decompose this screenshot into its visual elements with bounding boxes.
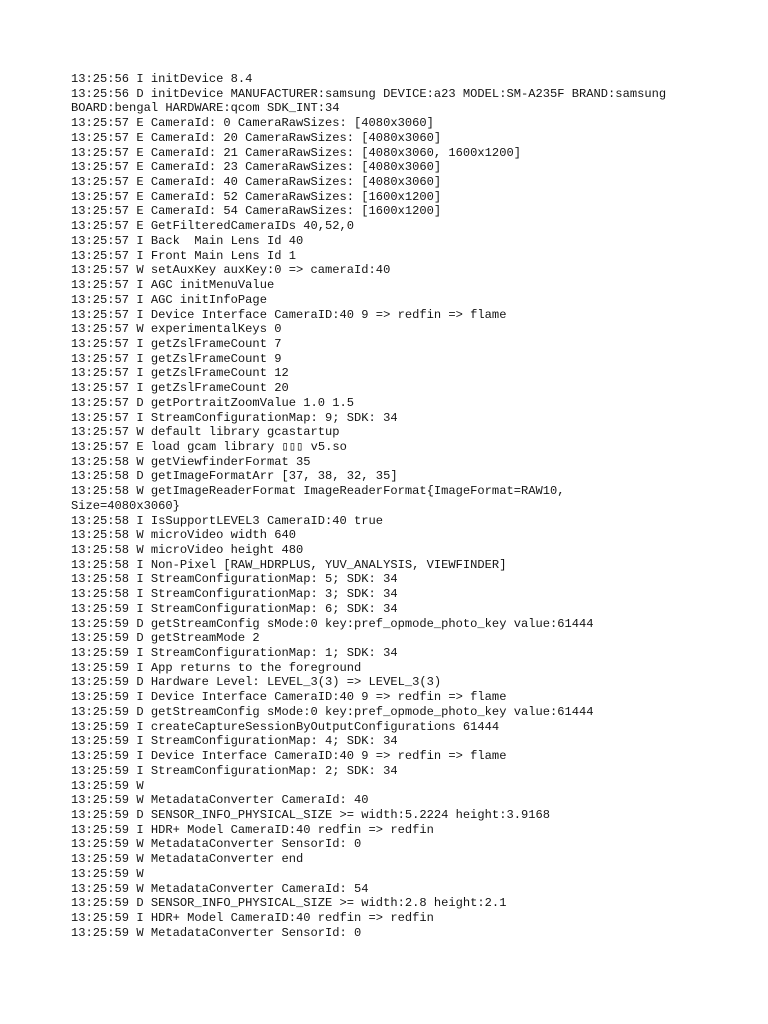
log-line: 13:25:59 W — [71, 778, 144, 793]
log-document — [71, 72, 751, 940]
log-line: 13:25:58 W microVideo width 640 — [71, 528, 296, 543]
log-line: 13:25:59 I StreamConfigurationMap: 1; SDK: 34 — [71, 646, 398, 661]
log-line: 13:25:59 W — [71, 866, 144, 881]
log-line: 13:25:58 W getViewfinderFormat 35 — [71, 454, 311, 469]
log-line: 13:25:59 I Device Interface CameraID:40 9 => redfin => flame — [71, 690, 507, 705]
log-line: 13:25:57 E load gcam library ▯▯▯ v5.so — [71, 439, 347, 454]
log-line: 13:25:59 I StreamConfigurationMap: 6; SDK: 34 — [71, 601, 398, 616]
log-line: Size=4080x3060} — [71, 498, 180, 513]
log-line: 13:25:58 I StreamConfigurationMap: 3; SDK: 34 — [71, 587, 398, 602]
log-line: 13:25:57 I Back Main Lens Id 40 — [71, 233, 304, 248]
log-line: 13:25:59 W MetadataConverter CameraId: 40 — [71, 793, 369, 808]
log-line: 13:25:57 I getZslFrameCount 9 — [71, 351, 282, 366]
log-line: 13:25:57 E CameraId: 54 CameraRawSizes: [1600x1200] — [71, 204, 442, 219]
log-line: 13:25:59 I App returns to the foreground — [71, 660, 362, 675]
log-line: 13:25:57 D getPortraitZoomValue 1.0 1.5 — [71, 395, 355, 410]
log-line: 13:25:57 E CameraId: 20 CameraRawSizes: [4080x3060] — [71, 130, 442, 145]
log-line: 13:25:57 I getZslFrameCount 20 — [71, 381, 289, 396]
log-line: 13:25:57 I Device Interface CameraID:40 9 => redfin => flame — [71, 307, 507, 322]
log-line: 13:25:57 E CameraId: 52 CameraRawSizes: [1600x1200] — [71, 189, 442, 204]
log-line: 13:25:57 I AGC initMenuValue — [71, 278, 275, 293]
log-line: 13:25:58 I StreamConfigurationMap: 5; SDK: 34 — [71, 572, 398, 587]
log-line: 13:25:58 I Non-Pixel [RAW_HDRPLUS, YUV_ANALYSIS, VIEWFINDER] — [71, 557, 507, 572]
log-line: 13:25:59 W MetadataConverter SensorId: 0 — [71, 925, 362, 940]
log-line: 13:25:59 D getStreamMode 2 — [71, 631, 260, 646]
log-line: 13:25:56 I initDevice 8.4 — [71, 72, 253, 86]
log-line: BOARD:bengal HARDWARE:qcom SDK_INT:34 — [71, 101, 340, 116]
log-line: 13:25:57 I getZslFrameCount 12 — [71, 366, 289, 381]
log-line: 13:25:57 E CameraId: 23 CameraRawSizes: [4080x3060] — [71, 160, 442, 175]
log-line: 13:25:57 W experimentalKeys 0 — [71, 322, 282, 337]
log-line: 13:25:58 W getImageReaderFormat ImageReaderFormat{ImageFormat=RAW10, — [71, 484, 565, 499]
log-line: 13:25:57 E CameraId: 0 CameraRawSizes: [4080x3060] — [71, 116, 434, 131]
log-line: 13:25:59 D SENSOR_INFO_PHYSICAL_SIZE >= width:2.8 height:2.1 — [71, 896, 507, 911]
log-line: 13:25:59 I createCaptureSessionByOutputConfigurations 61444 — [71, 719, 500, 734]
log-line: 13:25:57 W setAuxKey auxKey:0 => cameraId:40 — [71, 263, 391, 278]
log-line: 13:25:59 D getStreamConfig sMode:0 key:pref_opmode_photo_key value:61444 — [71, 704, 594, 719]
log-line: 13:25:57 E CameraId: 21 CameraRawSizes: [4080x3060, 1600x1200] — [71, 145, 521, 160]
log-line: 13:25:57 W default library gcastartup — [71, 425, 340, 440]
log-line: 13:25:59 I StreamConfigurationMap: 2; SDK: 34 — [71, 763, 398, 778]
log-line: 13:25:56 D initDevice MANUFACTURER:samsung DEVICE:a23 MODEL:SM-A235F BRAND:samsung — [71, 86, 667, 101]
log-line: 13:25:57 I getZslFrameCount 7 — [71, 336, 282, 351]
log-line: 13:25:58 D getImageFormatArr [37, 38, 32, 35] — [71, 469, 398, 484]
log-line: 13:25:58 W microVideo height 480 — [71, 543, 304, 557]
log-line: 13:25:59 I HDR+ Model CameraID:40 redfin => redfin — [71, 910, 434, 925]
log-line: 13:25:59 W MetadataConverter end — [71, 852, 304, 867]
log-line: 13:25:57 E GetFilteredCameraIDs 40,52,0 — [71, 219, 355, 234]
log-line: 13:25:59 I StreamConfigurationMap: 4; SDK: 34 — [71, 734, 398, 749]
log-line: 13:25:57 I StreamConfigurationMap: 9; SDK: 34 — [71, 410, 398, 425]
log-line: 13:25:59 D Hardware Level: LEVEL_3(3) => LEVEL_3(3) — [71, 675, 442, 690]
log-line: 13:25:57 I Front Main Lens Id 1 — [71, 248, 296, 263]
log-line: 13:25:59 D getStreamConfig sMode:0 key:pref_opmode_photo_key value:61444 — [71, 616, 594, 631]
log-line: 13:25:59 W MetadataConverter SensorId: 0 — [71, 837, 362, 852]
log-line: 13:25:57 I AGC initInfoPage — [71, 292, 267, 307]
log-line: 13:25:59 W MetadataConverter CameraId: 54 — [71, 881, 369, 896]
log-line: 13:25:59 I Device Interface CameraID:40 9 => redfin => flame — [71, 749, 507, 764]
log-line: 13:25:59 I HDR+ Model CameraID:40 redfin => redfin — [71, 822, 434, 837]
log-line: 13:25:57 E CameraId: 40 CameraRawSizes: [4080x3060] — [71, 175, 442, 190]
log-line: 13:25:59 D SENSOR_INFO_PHYSICAL_SIZE >= width:5.2224 height:3.9168 — [71, 807, 550, 822]
log-line: 13:25:58 I IsSupportLEVEL3 CameraID:40 true — [71, 513, 384, 528]
